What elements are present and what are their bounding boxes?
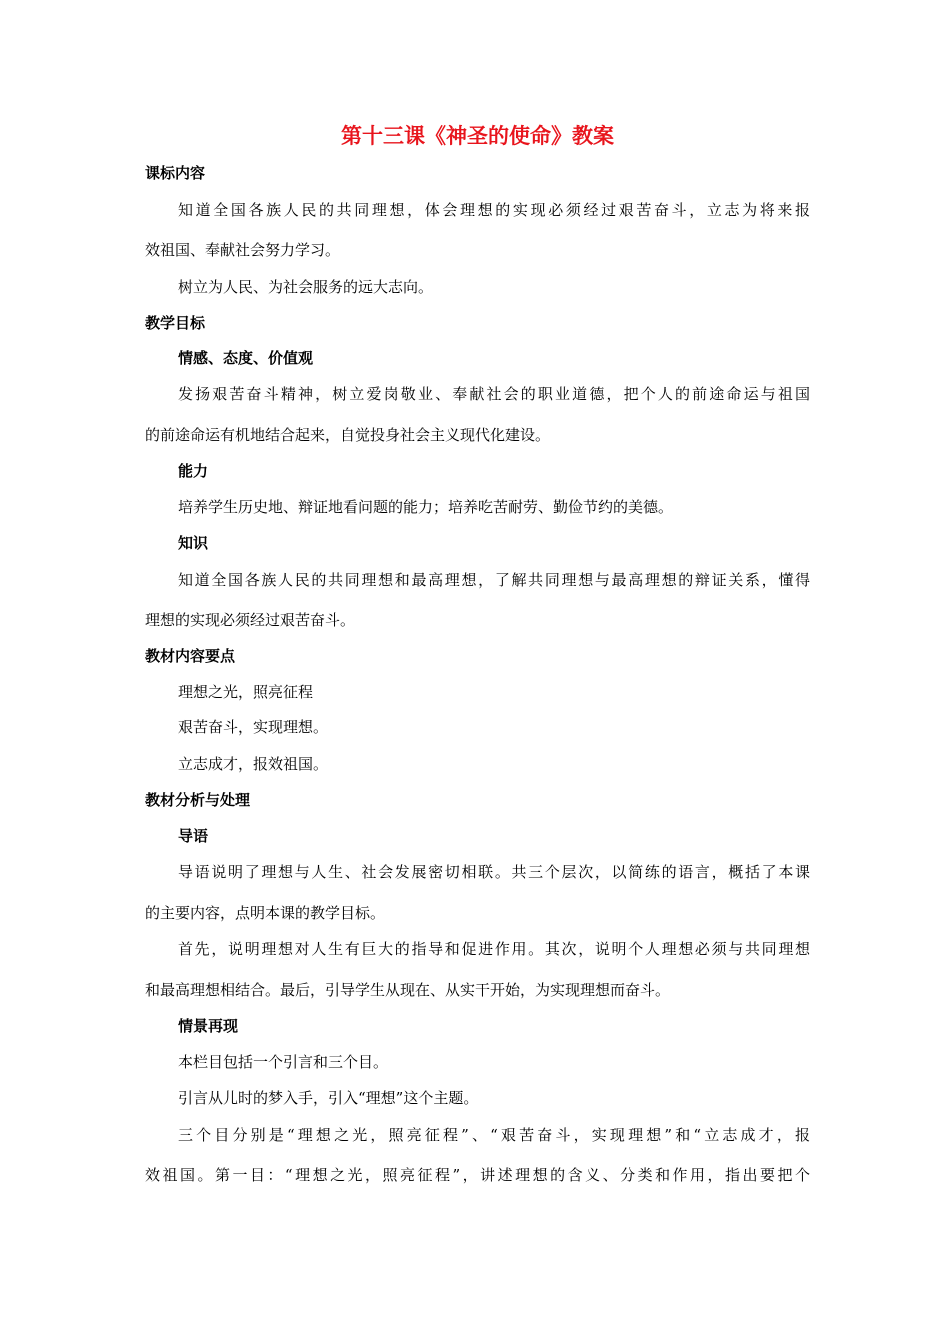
paragraph-line: 的前途命运有机地结合起来，自觉投身社会主义现代化建设。 [145,426,551,444]
paragraph-line: 理想的实现必须经过艰苦奋斗。 [145,611,356,629]
paragraph-line: 导语说明了理想与人生、社会发展密切相联。共三个层次，以简练的语言，概括了本课 [178,863,810,881]
paragraph-line: 知道全国各族人民的共同理想和最高理想，了解共同理想与最高理想的辩证关系，懂得 [178,571,810,589]
subsection-heading-knowledge: 知识 [178,534,209,552]
section-heading-points: 教材内容要点 [145,647,236,665]
subsection-heading-scene: 情景再现 [178,1017,239,1035]
paragraph-line: 培养学生历史地、辩证地看问题的能力；培养吃苦耐劳、勤俭节约的美德。 [178,498,674,516]
document-title: 第十三课《神圣的使命》教案 [341,124,614,148]
section-heading-goals: 教学目标 [145,314,206,332]
paragraph-line: 和最高理想相结合。最后，引导学生从现在、从实干开始，为实现理想而奋斗。 [145,981,671,999]
list-item: 立志成才，报效祖国。 [178,755,329,773]
subsection-heading-intro: 导语 [178,827,209,845]
paragraph-line: 首先，说明理想对人生有巨大的指导和促进作用。其次，说明个人理想必须与共同理想 [178,940,810,958]
section-heading-curriculum: 课标内容 [145,164,206,182]
paragraph-line: 三个目分别是“理想之光，照亮征程”、“艰苦奋斗，实现理想”和“立志成才，报 [178,1126,810,1144]
paragraph-line: 效祖国。第一目：“理想之光，照亮征程”，讲述理想的含义、分类和作用，指出要把个 [145,1166,810,1184]
list-item: 艰苦奋斗，实现理想。 [178,718,329,736]
paragraph-line: 本栏目包括一个引言和三个目。 [178,1053,389,1071]
paragraph-line: 的主要内容，点明本课的教学目标。 [145,904,386,922]
paragraph-line: 知道全国各族人民的共同理想，体会理想的实现必须经过艰苦奋斗，立志为将来报 [178,201,810,219]
section-heading-analysis: 教材分析与处理 [145,791,251,809]
list-item: 理想之光，照亮征程 [178,683,314,701]
paragraph-line: 效祖国、奉献社会努力学习。 [145,241,341,259]
paragraph-line: 引言从儿时的梦入手，引入“理想”这个主题。 [178,1089,479,1107]
subsection-heading-emotion: 情感、态度、价值观 [178,349,314,367]
paragraph-line: 发扬艰苦奋斗精神，树立爱岗敬业、奉献社会的职业道德，把个人的前途命运与祖国 [178,385,810,403]
paragraph-line: 树立为人民、为社会服务的远大志向。 [178,278,434,296]
subsection-heading-ability: 能力 [178,462,209,480]
